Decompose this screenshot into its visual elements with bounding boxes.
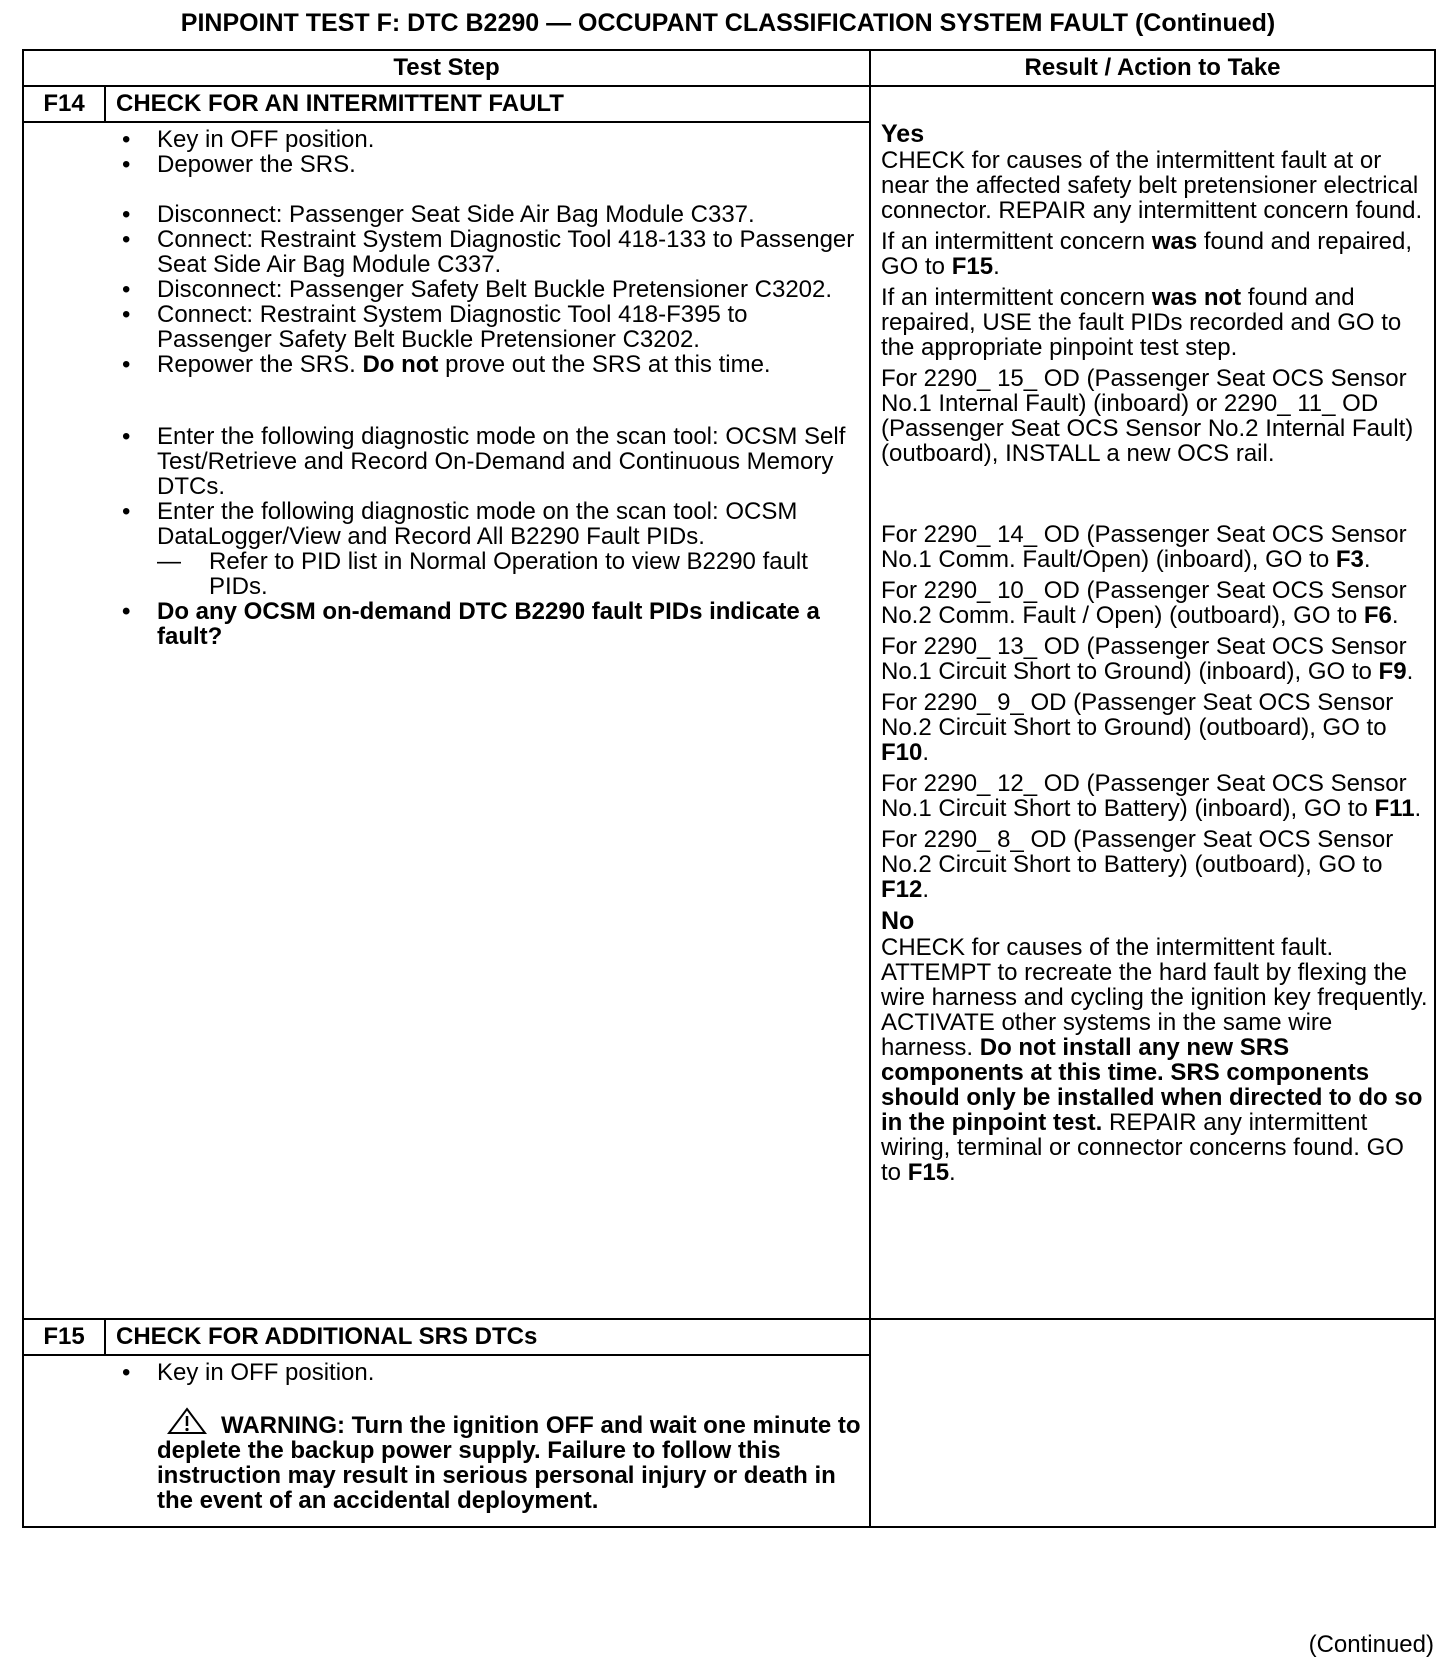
result-cell-f14: [870, 86, 1435, 1319]
result-yes-heading: Yes: [881, 120, 925, 148]
f14-step-list: [24, 127, 861, 649]
notfound-b: was not: [1151, 284, 1242, 311]
goto-f6-link[interactable]: F6: [1363, 602, 1392, 629]
sub-item: [157, 549, 861, 599]
result-no-heading: No: [881, 907, 915, 935]
dash-mark: —: [157, 548, 181, 575]
page-title: PINPOINT TEST F: DTC B2290 — OCCUPANT CLASSIFICATION SYSTEM FAULT (Continued): [180, 9, 1276, 37]
step-id-f15: F15: [23, 1319, 105, 1355]
list-item: • Disconnect: Passenger Seat Side Air Bag Module C337.: [24, 202, 861, 227]
f15-step-list: [24, 1360, 861, 1385]
list-item: • Key in OFF position.: [24, 127, 861, 152]
goto-f11-link[interactable]: F11: [1374, 795, 1415, 822]
goto-f3-link[interactable]: F3: [1335, 546, 1364, 573]
goto-text: For 2290_ 14_ OD (Passenger Seat OCS Sensor No.1 Comm. Fault/Open) (inboard), GO to: [881, 521, 1407, 573]
goto-end: .: [1406, 658, 1414, 685]
found-e: .: [993, 253, 1000, 280]
notfound-c: found and repaired, USE the fault PIDs recorded and GO to the appropriate pinpoint test step.: [881, 284, 1402, 361]
goto-text: For 2290_ 12_ OD (Passenger Seat OCS Sensor No.1 Circuit Short to Battery) (inboard), GO to: [881, 770, 1407, 822]
result-goto-5: [881, 827, 1430, 902]
list-item: • Depower the SRS.: [24, 152, 861, 177]
found-c: found and repaired, GO to: [881, 228, 1413, 280]
goto-text: For 2290_ 8_ OD (Passenger Seat OCS Sensor No.2 Circuit Short to Battery) (outboard), GO to: [881, 826, 1394, 878]
list-item: • Key in OFF position.: [24, 1360, 861, 1385]
no-a: CHECK for causes of the intermittent fault. ATTEMPT to recreate the hard fault by flexing the wire harness and cycling the ignition key frequently. ACTIVATE other systems in the same wire harness.: [881, 934, 1428, 1061]
result-no-text: [881, 935, 1430, 1185]
header-test-step: Test Step: [23, 50, 870, 86]
goto-f12-link[interactable]: F12: [881, 876, 923, 903]
goto-text: For 2290_ 13_ OD (Passenger Seat OCS Sensor No.1 Circuit Short to Ground) (inboard), GO to: [881, 633, 1407, 685]
no-b: Do not install any new SRS components at this time. SRS components should only be installed when directed to do so in the pinpoint test.: [881, 1034, 1423, 1136]
list-item: • Disconnect: Passenger Safety Belt Buckle Pretensioner C3202.: [24, 277, 861, 302]
list-item-question: • Do any OCSM on-demand DTC B2290 fault PIDs indicate a fault?: [24, 599, 861, 649]
found-b: was: [1151, 228, 1198, 255]
goto-f10-link[interactable]: F10: [881, 739, 923, 766]
step-title-f14: CHECK FOR AN INTERMITTENT FAULT: [105, 86, 870, 122]
result-goto-2: [881, 634, 1430, 684]
list-item: [24, 499, 861, 599]
notfound-a: If an intermittent concern: [881, 284, 1146, 311]
goto-end: .: [922, 739, 930, 766]
warning-text: WARNING: Turn the ignition OFF and wait one minute to deplete the backup power supply. Failure to follow this instruction may result in serious personal injury or death in the event of an accidental deployment.: [157, 1412, 861, 1514]
goto-f15-link[interactable]: F15: [907, 1159, 950, 1186]
result-cell-f15: [870, 1319, 1435, 1527]
list-item: • Connect: Restraint System Diagnostic Tool 418-F395 to Passenger Safety Belt Buckle Pretensioner C3202.: [24, 302, 861, 352]
repower-b: Do not: [362, 351, 439, 378]
result-not-found: [881, 285, 1430, 360]
repower-a: Repower the SRS.: [157, 351, 356, 378]
result-found: [881, 229, 1430, 279]
table-header-row: [23, 50, 1435, 86]
diag2-text: • Enter the following diagnostic mode on the scan tool: OCSM DataLogger/View and Record All B2290 Fault PIDs.: [157, 498, 798, 550]
continued-footer: (Continued): [1308, 1631, 1434, 1658]
list-item-repower: [24, 352, 861, 377]
result-internal-fault: For 2290_ 15_ OD (Passenger Seat OCS Sensor No.1 Internal Fault) (inboard) or 2290_ 11_ OD (Passenger Seat OCS Sensor No.2 Internal Fault) (outboard), INSTALL a new OCS rail.: [881, 365, 1414, 467]
step-f15-title-row: [23, 1319, 1435, 1355]
step-f14-title-row: [23, 86, 1435, 122]
repower-c: prove out the SRS at this time.: [445, 351, 771, 378]
goto-f15-link[interactable]: F15: [951, 253, 994, 280]
step-title-f15: CHECK FOR ADDITIONAL SRS DTCs: [105, 1319, 870, 1355]
result-goto-3: [881, 690, 1430, 765]
found-a: If an intermittent concern: [881, 228, 1146, 255]
list-item: • Enter the following diagnostic mode on the scan tool: OCSM Self Test/Retrieve and Record On-Demand and Continuous Memory DTCs.: [24, 424, 861, 499]
warning-icon: [167, 1407, 207, 1435]
step-f15-body: [23, 1355, 870, 1527]
step-f14-body: [23, 122, 870, 1319]
no-e: .: [949, 1159, 956, 1186]
goto-end: .: [1391, 602, 1399, 629]
result-goto-1: [881, 578, 1430, 628]
result-yes-text: CHECK for causes of the intermittent fault at or near the affected safety belt pretensioner electrical connector. REPAIR any intermittent concern found.: [881, 147, 1423, 224]
goto-end: .: [1414, 795, 1422, 822]
no-c: REPAIR any intermittent wiring, terminal or connector concerns found. GO to: [881, 1109, 1404, 1186]
goto-f9-link[interactable]: F9: [1378, 658, 1407, 685]
list-item: • Connect: Restraint System Diagnostic Tool 418-133 to Passenger Seat Side Air Bag Module C337.: [24, 227, 861, 277]
header-result: Result / Action to Take: [870, 50, 1435, 86]
goto-text: For 2290_ 10_ OD (Passenger Seat OCS Sensor No.2 Comm. Fault / Open) (outboard), GO to: [881, 577, 1407, 629]
warning-block: [24, 1407, 861, 1513]
goto-end: .: [1363, 546, 1371, 573]
goto-end: .: [922, 876, 930, 903]
sub-item-text: Refer to PID list in Normal Operation to view B2290 fault PIDs.: [209, 548, 808, 600]
result-goto-0: [881, 522, 1430, 572]
goto-text: For 2290_ 9_ OD (Passenger Seat OCS Sensor No.2 Circuit Short to Ground) (outboard), GO to: [881, 689, 1394, 741]
result-goto-4: [881, 771, 1430, 821]
pinpoint-test-table: [22, 49, 1436, 1528]
step-id-f14: F14: [23, 86, 105, 122]
